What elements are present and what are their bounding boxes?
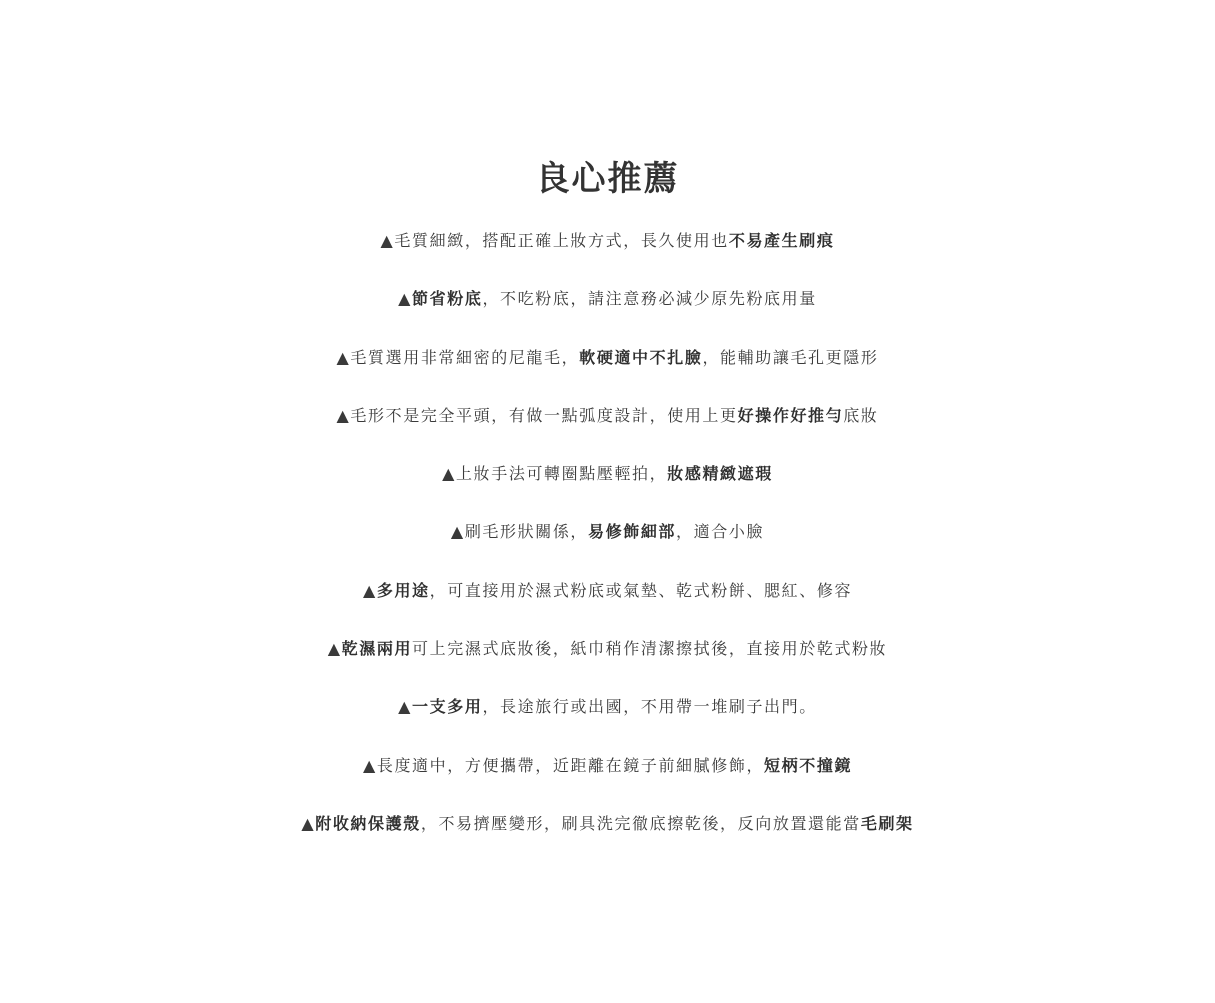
feature-highlight: 好操作好推勻 <box>737 405 844 425</box>
section-title: 良心推薦 <box>535 159 680 199</box>
feature-text: ▲ <box>301 813 316 833</box>
feature-highlight: 節省粉底 <box>412 289 483 309</box>
feature-text: 可上完濕式底妝後，紙巾稍作清潔擦拭後，直接用於乾式粉妝 <box>412 639 888 659</box>
feature-text: ▲ <box>398 697 413 717</box>
feature-text: ▲上妝手法可轉圈點壓輕拍， <box>442 464 668 484</box>
feature-highlight: 妝感精緻遮瑕 <box>667 464 773 484</box>
feature-text: ▲刷毛形狀關係， <box>450 522 589 542</box>
feature-text: ，不易擠壓變形，刷具洗完徹底擦乾後，反向放置還能當 <box>420 813 861 833</box>
feature-list <box>0 212 1215 853</box>
feature-line <box>0 270 1215 328</box>
feature-highlight: 多用途 <box>376 580 430 600</box>
feature-highlight: 短柄不撞鏡 <box>764 755 853 775</box>
feature-line <box>0 212 1215 270</box>
feature-line <box>0 329 1215 387</box>
feature-text: ▲毛質細緻，搭配正確上妝方式，長久使用也 <box>380 231 729 250</box>
feature-text: ▲毛質選用非常細密的尼龍毛， <box>336 347 580 367</box>
feature-text: ，長途旅行或出國，不用帶一堆刷子出門。 <box>482 697 817 717</box>
feature-highlight: 附收納保護殼 <box>315 813 421 833</box>
feature-text: ，可直接用於濕式粉底或氣墊、乾式粉餅、腮紅、修容 <box>429 580 853 600</box>
feature-line <box>0 503 1215 561</box>
feature-text: ▲ <box>327 639 342 659</box>
feature-text: ，能輔助讓毛孔更隱形 <box>702 347 879 367</box>
recommendation-section <box>0 152 1215 853</box>
feature-highlight: 毛刷架 <box>860 813 914 833</box>
feature-text: ，不吃粉底，請注意務必減少原先粉底用量 <box>482 289 817 309</box>
feature-line <box>0 445 1215 503</box>
feature-text: ▲毛形不是完全平頭，有做一點弧度設計，使用上更 <box>336 405 738 425</box>
feature-line <box>0 795 1215 853</box>
feature-text: 底妝 <box>843 405 879 425</box>
feature-line <box>0 620 1215 678</box>
feature-highlight: 易修飾細部 <box>588 522 677 542</box>
feature-highlight: 軟硬適中不扎臉 <box>579 347 703 367</box>
feature-text: ▲ <box>362 580 377 600</box>
feature-text: ，適合小臉 <box>676 522 765 542</box>
feature-line <box>0 737 1215 795</box>
feature-text: ▲ <box>398 289 413 309</box>
feature-text: ▲長度適中，方便攜帶，近距離在鏡子前細膩修飾， <box>362 755 765 775</box>
feature-highlight: 不易產生刷痕 <box>728 231 835 250</box>
feature-line <box>0 387 1215 445</box>
feature-line <box>0 678 1215 736</box>
feature-line <box>0 562 1215 620</box>
feature-highlight: 一支多用 <box>412 697 483 717</box>
feature-highlight: 乾濕兩用 <box>341 639 413 659</box>
